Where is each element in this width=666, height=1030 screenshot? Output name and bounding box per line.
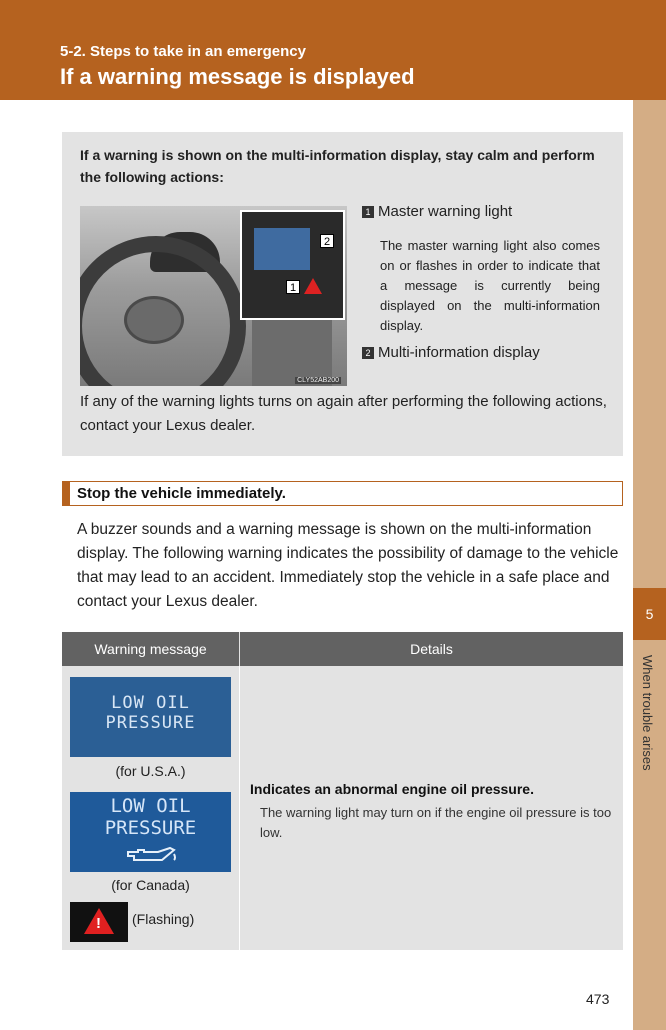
section-title-bar: [62, 481, 623, 506]
chapter-header: [0, 0, 666, 100]
item-1-description: The master warning light also comes on or flashes in order to indicate that a message is currently being displayed on the multi-information display.: [380, 238, 600, 333]
column-divider: [239, 666, 240, 950]
item-label-2: Multi-information display: [378, 344, 540, 361]
callout-1: 1: [286, 280, 300, 294]
display-inset: [240, 210, 345, 320]
item-label-1: Master warning light: [378, 203, 513, 220]
column-header-warning-message: Warning message: [62, 632, 239, 666]
canada-message-line-2: PRESSURE: [104, 817, 197, 839]
page-number: 473: [586, 991, 610, 1007]
details-cell: [250, 781, 615, 843]
item-multi-info: [362, 344, 540, 361]
canada-message-display: [70, 792, 231, 872]
section-marker: [63, 482, 70, 505]
callout-2: 2: [320, 234, 334, 248]
item-number-1: 1: [362, 206, 374, 218]
multi-info-screen: [254, 228, 310, 270]
warning-table: [62, 632, 623, 950]
canada-caption: (for Canada): [111, 877, 190, 893]
canada-message-line-1: LOW OIL: [110, 795, 191, 817]
intro-closing: If any of the warning lights turns on again after performing the following actions, contact your Lexus dealer.: [80, 393, 607, 434]
detail-title: Indicates an abnormal engine oil pressure.: [250, 781, 534, 797]
page-title: If a warning message is displayed: [60, 64, 415, 89]
item-master-warning: [362, 203, 512, 220]
chapter-number: 5: [633, 588, 666, 640]
side-tab: [633, 100, 666, 1030]
steering-hub: [124, 296, 184, 344]
flashing-caption: (Flashing): [132, 911, 195, 927]
usa-message-display: [70, 677, 231, 757]
image-code: CLY52AB200: [297, 377, 339, 384]
column-header-details: Details: [240, 632, 623, 666]
chapter-label: When trouble arises: [640, 655, 655, 771]
center-console: [252, 316, 332, 386]
section-title: Stop the vehicle immediately.: [77, 485, 286, 502]
exclamation-icon: !: [96, 915, 101, 932]
intro-lead: If a warning is shown on the multi-information display, stay calm and perform the following actions:: [80, 147, 595, 185]
section-body: A buzzer sounds and a warning message is shown on the multi-information display. The following warning indicates the possibility of damage to the vehicle that may lead to an accident. Immediately stop the vehicle in a safe place and contact your Lexus dealer.: [77, 521, 619, 610]
section-heading: 5-2. Steps to take in an emergency: [60, 43, 306, 60]
usa-message-line-2: PRESSURE: [105, 713, 196, 733]
usa-message-line-1: LOW OIL: [111, 693, 190, 713]
detail-text: The warning light may turn on if the engine oil pressure is too low.: [260, 805, 612, 840]
intro-panel: [62, 132, 623, 456]
item-number-2: 2: [362, 347, 374, 359]
oil-can-icon: [124, 844, 180, 864]
usa-caption: (for U.S.A.): [115, 763, 186, 779]
master-warning-icon: [304, 278, 322, 294]
dashboard-illustration: [80, 206, 347, 386]
master-warning-light: [70, 902, 128, 942]
